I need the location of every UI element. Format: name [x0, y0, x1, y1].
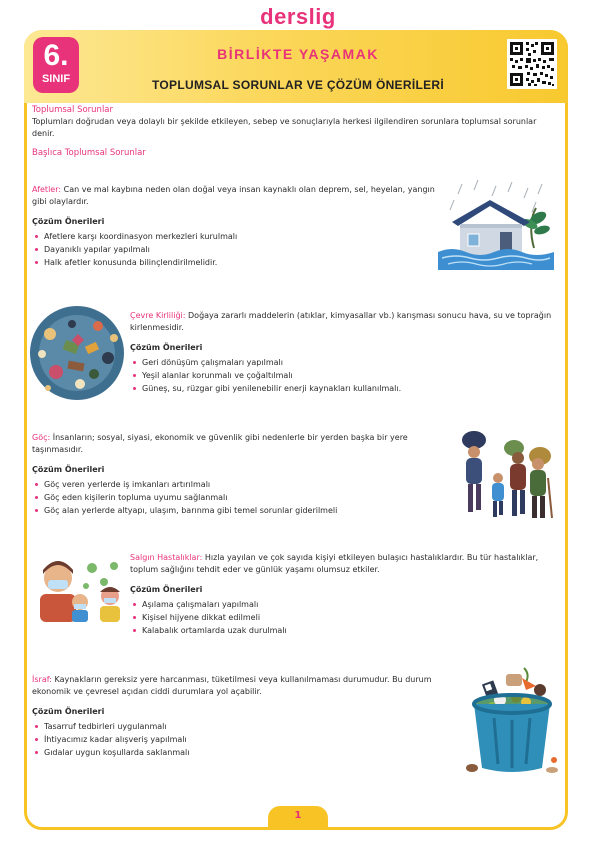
- unit-title: BİRLİKTE YAŞAMAK: [217, 46, 379, 62]
- intro-text: Toplumları doğrudan veya dolaylı bir şekilde etkileyen, sebep ve sonuçlarıyla herkesi ilgilendiren sorunlara toplumsal sorunlar denir.: [32, 117, 537, 138]
- solutions-title: Çözüm Önerileri: [32, 707, 105, 716]
- list-item: Kişisel hijyene dikkat edilmeli: [130, 611, 556, 624]
- section-definition: Göç: İnsanların; sosyal, siyasi, ekonomik ve güvenlik gibi nedenlerle bir yerden başka bir yere taşınmasıdır.: [32, 433, 408, 454]
- section-cevre: [130, 310, 556, 395]
- solutions-list: [130, 598, 556, 637]
- solutions-title: Çözüm Önerileri: [32, 217, 105, 226]
- solutions-list: [32, 720, 446, 759]
- intro-block: [32, 104, 560, 159]
- section-term: İsraf:: [32, 675, 52, 684]
- list-item: Yeşil alanlar korunmalı ve çoğaltılmalı: [130, 369, 556, 382]
- pollution-circle-icon: [28, 304, 126, 406]
- brand-logo: derslig: [260, 4, 336, 29]
- list-item: Aşılama çalışmaları yapılmalı: [130, 598, 556, 611]
- list-item: Göç veren yerlerde iş imkanları artırılmalı: [32, 478, 442, 491]
- list-item: İhtiyacımız kadar alışveriş yapılmalı: [32, 733, 446, 746]
- section-israf: [32, 674, 446, 759]
- masked-people-icon: [30, 552, 126, 626]
- section-afetler: [32, 184, 440, 269]
- solutions-title: Çözüm Önerileri: [130, 585, 203, 594]
- section-definition: Çevre Kirliliği: Doğaya zararlı maddelerin (atıklar, kimyasallar vb.) karışması sonucu hava, su ve toprağın kirlenmesidir.: [130, 311, 552, 332]
- list-item: Güneş, su, rüzgar gibi yenilenebilir enerji kaynakları kullanılmalı.: [130, 382, 556, 395]
- section-term: Afetler:: [32, 185, 62, 194]
- topic-title: TOPLUMSAL SORUNLAR VE ÇÖZÜM ÖNERİLERİ: [152, 78, 444, 92]
- flooded-house-icon: [438, 178, 554, 274]
- list-item: Göç eden kişilerin topluma uyumu sağlanmalı: [32, 491, 442, 504]
- section-term: Göç:: [32, 433, 51, 442]
- list-item: Kalabalık ortamlarda uzak durulmalı: [130, 624, 556, 637]
- grade-number: 6.: [43, 39, 69, 72]
- migrating-family-icon: [452, 428, 556, 526]
- section-salgin: [130, 552, 556, 637]
- section-term: Salgın Hastalıklar:: [130, 553, 203, 562]
- list-item: Göç alan yerlerde altyapı, ulaşım, barınma gibi temel sorunlar giderilmeli: [32, 504, 442, 517]
- solutions-list: [32, 478, 442, 517]
- list-item: Tasarruf tedbirleri uygulanmalı: [32, 720, 446, 733]
- list-item: Dayanıklı yapılar yapılmalı: [32, 243, 440, 256]
- intro-heading: Toplumsal Sorunlar: [32, 105, 114, 115]
- list-item: Gıdalar uygun koşullarda saklanmalı: [32, 746, 446, 759]
- page-number: 1: [294, 810, 302, 821]
- solutions-title: Çözüm Önerileri: [130, 343, 203, 352]
- grade-badge: [33, 37, 79, 93]
- section-term: Çevre Kirliliği:: [130, 311, 186, 320]
- grade-label: SINIF: [41, 73, 71, 85]
- list-item: Halk afetler konusunda bilinçlendirilmelidir.: [32, 256, 440, 269]
- list-item: Geri dönüşüm çalışmaları yapılmalı: [130, 356, 556, 369]
- qr-code-icon[interactable]: [507, 39, 557, 89]
- solutions-list: [32, 230, 440, 269]
- solutions-list: [130, 356, 556, 395]
- section-goc: [32, 432, 442, 517]
- waste-bin-icon: [464, 664, 560, 782]
- solutions-title: Çözüm Önerileri: [32, 465, 105, 474]
- list-item: Afetlere karşı koordinasyon merkezleri kurulmalı: [32, 230, 440, 243]
- section-definition: İsraf: Kaynakların gereksiz yere harcanması, tüketilmesi veya kullanılmaması durumudur. Bu durum ekonomik ve çevresel açıdan ciddi durumlara yol açabilir.: [32, 675, 432, 696]
- main-heading: Başlıca Toplumsal Sorunlar: [32, 148, 146, 158]
- header-banner: [24, 30, 568, 103]
- section-definition: Afetler: Can ve mal kaybına neden olan doğal veya insan kaynaklı olan deprem, sel, heyelan, yangın gibi olaylardır.: [32, 185, 435, 206]
- section-definition: Salgın Hastalıklar: Hızla yayılan ve çok sayıda kişiyi etkileyen bulaşıcı hastalıklardır. Bu tür hastalıklar, toplum sağlığını tehdit eder ve günlük yaşamı olumsuz etkiler.: [130, 553, 539, 574]
